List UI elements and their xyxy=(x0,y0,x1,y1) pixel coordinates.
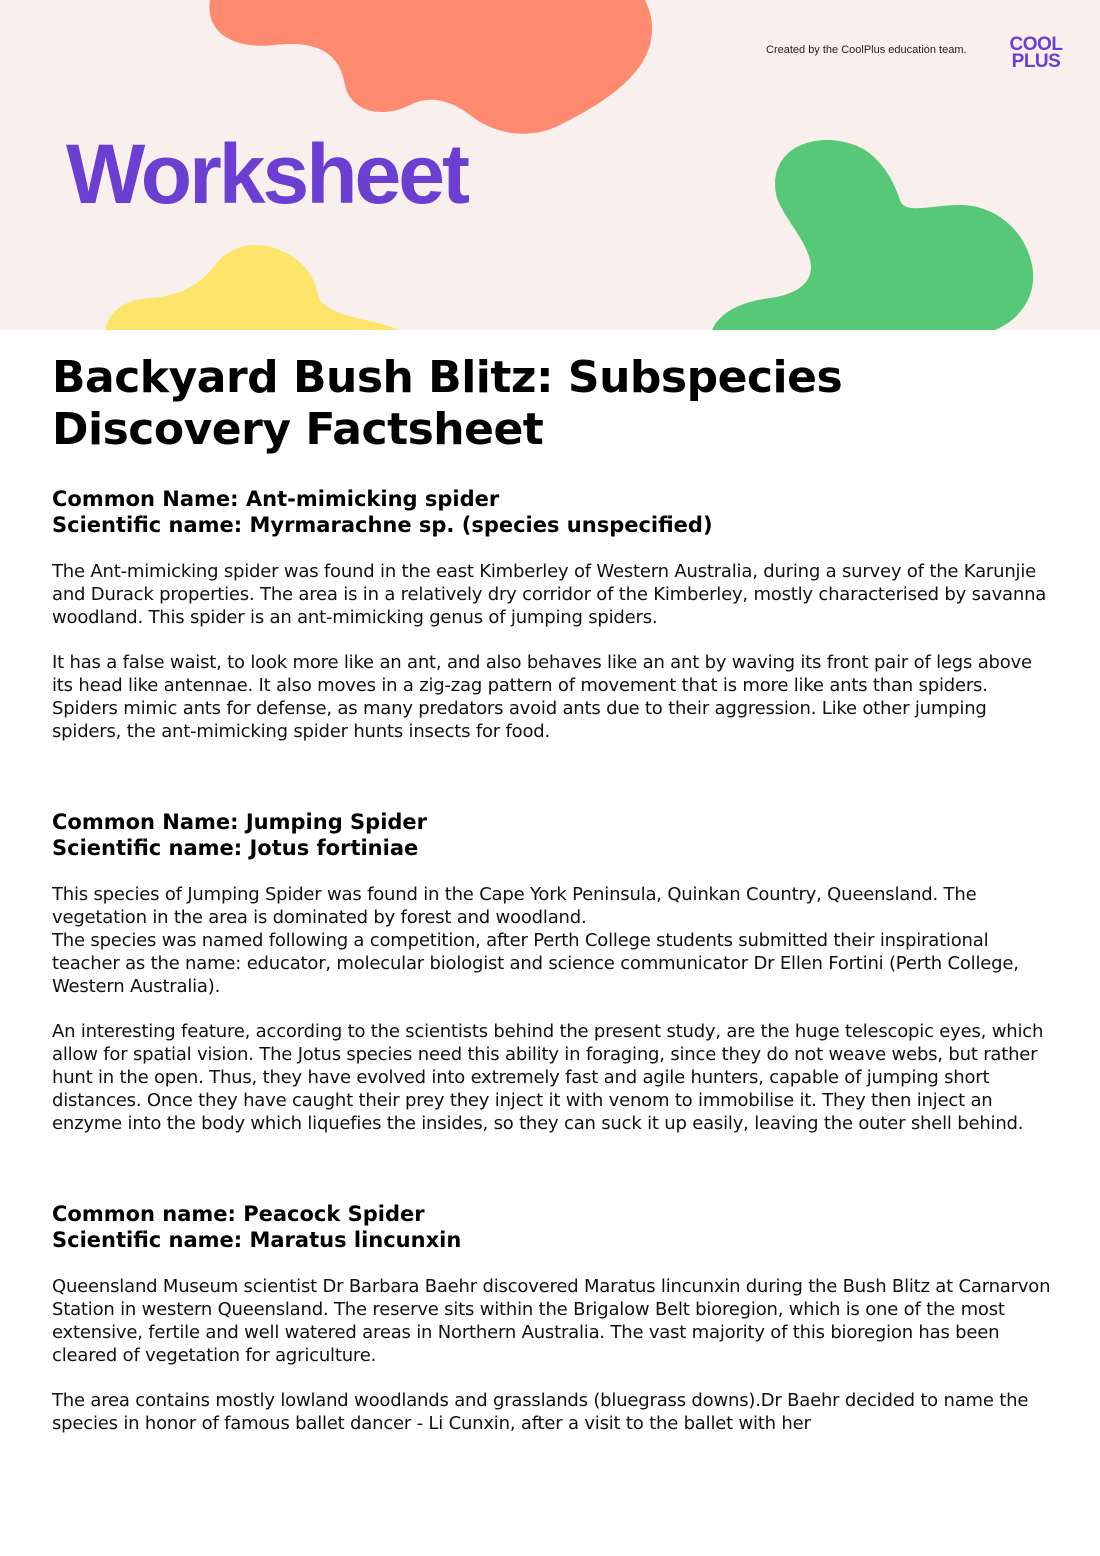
green-blob xyxy=(712,140,1033,330)
paragraph: The area contains mostly lowland woodlands and grasslands (bluegrass downs).Dr Baehr decided to name the species in honor of famous ballet dancer - Li Cunxin, after a visit to the ballet with her xyxy=(52,1390,1029,1434)
coolplus-logo xyxy=(1003,32,1069,74)
paragraph: This species of Jumping Spider was found in the Cape York Peninsula, Quinkan Country, Queensland. The vegetation in the area is dominated by forest and woodland. The species was named following a competition, after Perth College students submitted their inspirational teacher as the name: educator, molecular biologist and science communicator Dr Ellen Fortini (Perth College, Western Australia). xyxy=(52,884,1019,997)
paragraph: Queensland Museum scientist Dr Barbara Baehr discovered Maratus lincunxin during the Bush Blitz at Carnarvon Station in western Queensland. The reserve sits within the Brigalow Belt bioregion, which is one of the most extensive, fertile and well watered areas in Northern Australia. The vast majority of this bioregion has been cleared of vegetation for agriculture. xyxy=(52,1276,1051,1366)
species-section-3 xyxy=(52,1201,1052,1435)
common-name: Common Name: Jumping Spider xyxy=(52,810,428,834)
scientific-name: Scientific name: Myrmarachne sp. (species unspecified) xyxy=(52,513,713,537)
logo-line-1: COOL xyxy=(1009,34,1063,55)
credit-text: Created by the CoolPlus education team. xyxy=(766,44,967,56)
common-name: Common name: Peacock Spider xyxy=(52,1202,425,1226)
scientific-name: Scientific name: Jotus fortiniae xyxy=(52,836,419,860)
species-section-1 xyxy=(52,486,1052,743)
logo-line-2: PLUS xyxy=(1011,51,1061,72)
coral-blob xyxy=(209,0,652,134)
page-title: Backyard Bush Blitz: Subspecies Discovery Factsheet xyxy=(52,352,843,455)
paragraph: The Ant-mimicking spider was found in the east Kimberley of Western Australia, during a survey of the Karunjie and Durack properties. The area is in a relatively dry corridor of the Kimberley, mostly characterised by savanna woodland. This spider is an ant-mimicking genus of jumping spiders. xyxy=(52,561,1047,628)
yellow-blob xyxy=(105,245,398,330)
species-section-2 xyxy=(52,809,1052,1135)
worksheet-title: Worksheet xyxy=(66,127,467,221)
paragraph: It has a false waist, to look more like an ant, and also behaves like an ant by waving its front pair of legs above its head like antennae. It also moves in a zig-zag pattern of movement that is more like ants than spiders. Spiders mimic ants for defense, as many predators avoid ants due to their aggression. Like other jumping spiders, the ant-mimicking spider hunts insects for food. xyxy=(52,652,1032,742)
scientific-name: Scientific name: Maratus lincunxin xyxy=(52,1228,462,1252)
worksheet-header xyxy=(0,0,1100,330)
factsheet-content xyxy=(52,352,1052,1435)
paragraph: An interesting feature, according to the scientists behind the present study, are the huge telescopic eyes, which allow for spatial vision. The Jotus species need this ability in foraging, since they do not weave webs, but rather hunt in the open. Thus, they have evolved into extremely fast and agile hunters, capable of jumping short distances. Once they have caught their prey they inject it with venom to immobilise it. They then inject an enzyme into the body which liquefies the insides, so they can suck it up easily, leaving the outer shell behind. xyxy=(52,1021,1044,1134)
common-name: Common Name: Ant-mimicking spider xyxy=(52,487,500,511)
